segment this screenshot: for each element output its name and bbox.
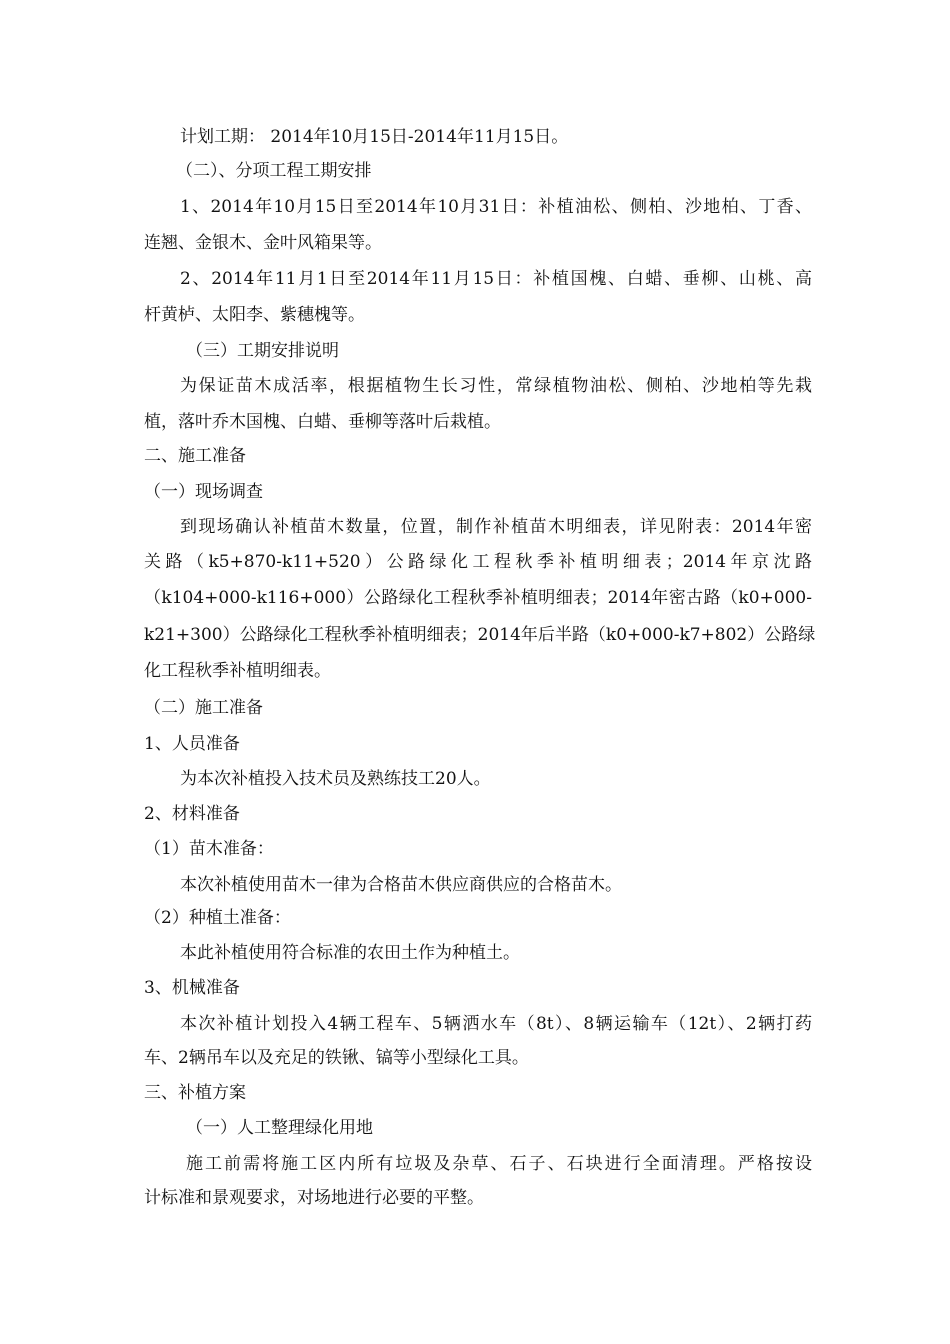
paragraph-line: 本此补植使用符合标准的农田土作为种植土。 — [180, 943, 520, 963]
paragraph-line: 连翘、金银木、金叶风箱果等。 — [144, 233, 382, 253]
paragraph-line: 到现场确认补植苗木数量，位置，制作补植苗木明细表，详见附表：2014年密 — [180, 517, 812, 537]
section-heading-seedlings: （1）苗木准备： — [144, 839, 274, 859]
paragraph-line: 为保证苗木成活率，根据植物生长习性，常绿植物油松、侧柏、沙地柏等先栽 — [180, 376, 812, 396]
paragraph-line: 施工前需将施工区内所有垃圾及杂草、石子、石块进行全面清理。严格按设 — [186, 1154, 812, 1174]
paragraph-line: 1、2014年10月15日至2014年10月31日：补植油松、侧柏、沙地柏、丁香、 — [180, 197, 812, 217]
paragraph-line: 植，落叶乔木国槐、白蜡、垂柳等落叶后栽植。 — [144, 412, 501, 432]
paragraph-line: 车、2辆吊车以及充足的铁锹、镐等小型绿化工具。 — [144, 1048, 529, 1068]
section-heading-soil: （2）种植土准备： — [144, 908, 291, 928]
paragraph-line: 计标准和景观要求，对场地进行必要的平整。 — [144, 1188, 484, 1208]
paragraph-line: （k104+000-k116+000）公路绿化工程秋季补植明细表；2014年密古路（k0+000- — [144, 588, 812, 608]
paragraph-line: 本次补植使用苗木一律为合格苗木供应商供应的合格苗木。 — [180, 875, 622, 895]
paragraph-line: 化工程秋季补植明细表。 — [144, 661, 331, 681]
paragraph-line: 杆黄栌、太阳李、紫穗槐等。 — [144, 305, 365, 325]
section-heading-personnel: 1、人员准备 — [144, 734, 240, 754]
section-heading-machinery: 3、机械准备 — [144, 978, 240, 998]
paragraph-line: k21+300）公路绿化工程秋季补植明细表；2014年后半路（k0+000-k7+802）公路绿 — [144, 625, 816, 645]
section-heading-materials: 2、材料准备 — [144, 804, 240, 824]
paragraph-line: 本次补植计划投入4辆工程车、5辆洒水车（8t）、8辆运输车（12t）、2辆打药 — [180, 1014, 812, 1034]
section-heading-replanting-plan: 三、补植方案 — [144, 1083, 246, 1103]
paragraph-line: 2、2014年11月1日至2014年11月15日：补植国槐、白蜡、垂柳、山桃、高 — [180, 269, 812, 289]
section-heading-site-survey: （一）现场调查 — [144, 482, 263, 502]
paragraph-line: 为本次补植投入技术员及熟练技工20人。 — [180, 769, 491, 789]
schedule-period-line: 计划工期： 2014年10月15日-2014年11月15日。 — [180, 127, 569, 147]
paragraph-line: 关路（k5+870-k11+520）公路绿化工程秋季补植明细表；2014年京沈路 — [144, 552, 812, 572]
section-heading-construction-prep: （二）施工准备 — [144, 698, 263, 718]
section-heading-preparation: 二、施工准备 — [144, 446, 246, 466]
section-heading-schedule-notes: （三）工期安排说明 — [186, 341, 339, 361]
section-heading-land-preparation: （一）人工整理绿化用地 — [186, 1118, 373, 1138]
section-heading-subschedule: （二）、分项工程工期安排 — [176, 161, 372, 181]
